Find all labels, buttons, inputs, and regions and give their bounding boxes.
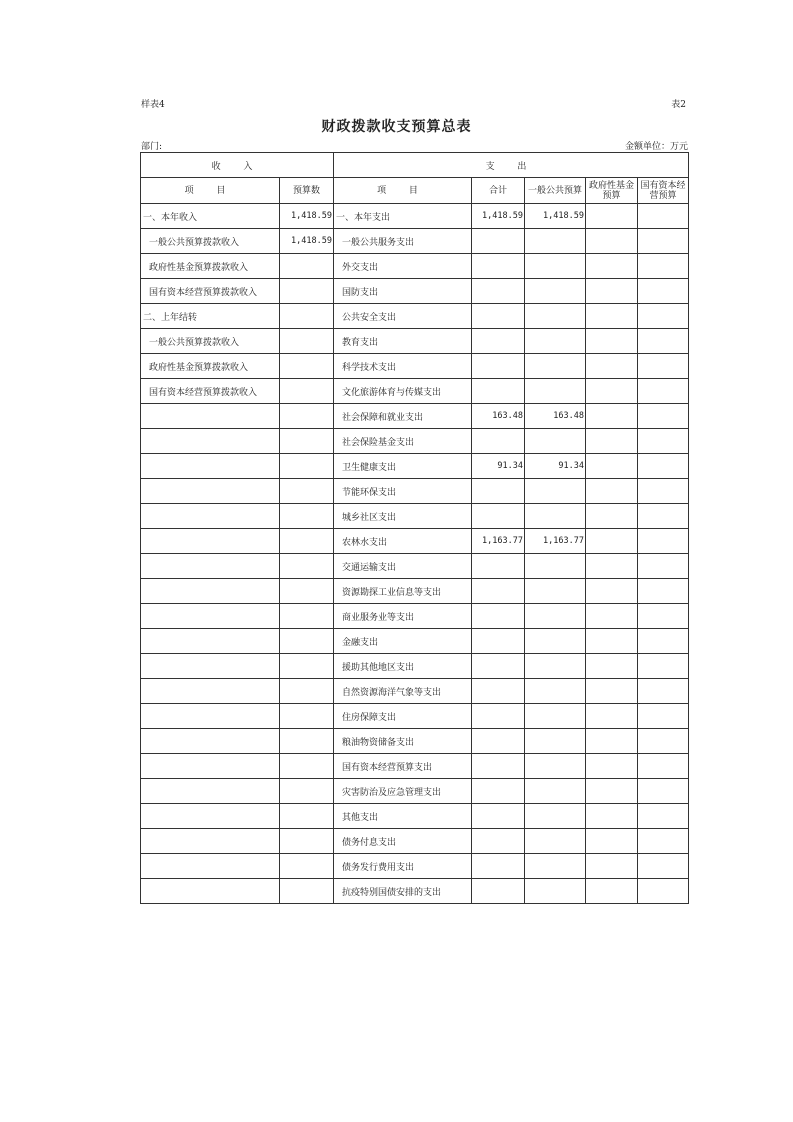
income-budget [280, 604, 334, 629]
expense-state-capital [638, 704, 689, 729]
expense-general [525, 479, 586, 504]
expense-total [472, 779, 525, 804]
expense-item: 债务付息支出 [334, 829, 472, 854]
expense-gov-fund [586, 379, 638, 404]
expense-gov-fund [586, 204, 638, 229]
table-row [141, 829, 689, 854]
expense-gov-fund [586, 254, 638, 279]
expense-general [525, 554, 586, 579]
gov-fund-header: 政府性基金预算 [586, 178, 638, 204]
expense-general [525, 704, 586, 729]
income-item [141, 679, 280, 704]
income-item: 政府性基金预算拨款收入 [141, 354, 280, 379]
expense-gov-fund [586, 279, 638, 304]
expense-total [472, 279, 525, 304]
income-item [141, 704, 280, 729]
expense-item: 社会保障和就业支出 [334, 404, 472, 429]
table-row [141, 504, 689, 529]
income-budget [280, 679, 334, 704]
expense-gov-fund [586, 229, 638, 254]
table-row [141, 329, 689, 354]
expense-total [472, 504, 525, 529]
expense-total [472, 329, 525, 354]
expense-item: 其他支出 [334, 804, 472, 829]
income-item [141, 829, 280, 854]
expense-state-capital [638, 654, 689, 679]
expense-item: 农林水支出 [334, 529, 472, 554]
expense-general [525, 379, 586, 404]
expense-total [472, 804, 525, 829]
expense-general [525, 754, 586, 779]
expense-general [525, 854, 586, 879]
expense-state-capital [638, 229, 689, 254]
expense-item: 抗疫特别国债安排的支出 [334, 879, 472, 904]
expense-item: 节能环保支出 [334, 479, 472, 504]
expense-total [472, 579, 525, 604]
expense-state-capital [638, 604, 689, 629]
table-row [141, 254, 689, 279]
expense-item: 科学技术支出 [334, 354, 472, 379]
expense-total [472, 679, 525, 704]
expense-state-capital [638, 779, 689, 804]
expense-header: 支 出 [334, 153, 689, 178]
income-header: 收 入 [141, 153, 334, 178]
table-row [141, 604, 689, 629]
expense-state-capital [638, 829, 689, 854]
expense-item: 公共安全支出 [334, 304, 472, 329]
expense-item: 金融支出 [334, 629, 472, 654]
expense-item: 一、本年支出 [334, 204, 472, 229]
expense-general [525, 579, 586, 604]
income-item [141, 629, 280, 654]
table-number: 表2 [671, 100, 686, 110]
income-item [141, 879, 280, 904]
income-budget [280, 304, 334, 329]
expense-item: 债务发行费用支出 [334, 854, 472, 879]
table-row [141, 379, 689, 404]
income-budget [280, 329, 334, 354]
table-row [141, 204, 689, 229]
expense-state-capital [638, 379, 689, 404]
expense-state-capital [638, 279, 689, 304]
expense-state-capital [638, 479, 689, 504]
expense-item: 国有资本经营预算支出 [334, 754, 472, 779]
income-budget [280, 804, 334, 829]
expense-state-capital [638, 804, 689, 829]
expense-general [525, 329, 586, 354]
expense-general [525, 629, 586, 654]
expense-state-capital [638, 254, 689, 279]
expense-state-capital [638, 204, 689, 229]
table-row [141, 429, 689, 454]
expense-total [472, 429, 525, 454]
income-item: 一、本年收入 [141, 204, 280, 229]
expense-state-capital [638, 854, 689, 879]
expense-item: 教育支出 [334, 329, 472, 354]
income-item-header: 项 目 [141, 178, 280, 204]
expense-item: 城乡社区支出 [334, 504, 472, 529]
expense-general [525, 804, 586, 829]
expense-total: 91.34 [472, 454, 525, 479]
expense-item: 粮油物资储备支出 [334, 729, 472, 754]
table-row [141, 704, 689, 729]
expense-gov-fund [586, 529, 638, 554]
expense-total [472, 654, 525, 679]
table-row [141, 454, 689, 479]
income-budget [280, 629, 334, 654]
income-item [141, 729, 280, 754]
income-item: 一般公共预算拨款收入 [141, 229, 280, 254]
income-item [141, 804, 280, 829]
expense-gov-fund [586, 754, 638, 779]
table-row [141, 404, 689, 429]
expense-state-capital [638, 679, 689, 704]
expense-general [525, 879, 586, 904]
income-budget [280, 654, 334, 679]
income-item [141, 604, 280, 629]
expense-general: 91.34 [525, 454, 586, 479]
income-budget [280, 854, 334, 879]
income-item [141, 479, 280, 504]
expense-state-capital [638, 454, 689, 479]
unit-label: 金额单位：万元 [624, 142, 688, 152]
expense-total [472, 704, 525, 729]
expense-total [472, 554, 525, 579]
expense-gov-fund [586, 304, 638, 329]
table-row [141, 754, 689, 779]
income-budget [280, 529, 334, 554]
table-row [141, 229, 689, 254]
income-budget [280, 554, 334, 579]
table-row [141, 479, 689, 504]
expense-total [472, 879, 525, 904]
income-item: 一般公共预算拨款收入 [141, 329, 280, 354]
table-row [141, 279, 689, 304]
expense-total [472, 304, 525, 329]
income-item: 国有资本经营预算拨款收入 [141, 279, 280, 304]
expense-state-capital [638, 754, 689, 779]
expense-gov-fund [586, 354, 638, 379]
expense-gov-fund [586, 429, 638, 454]
expense-item: 外交支出 [334, 254, 472, 279]
expense-gov-fund [586, 329, 638, 354]
expense-state-capital [638, 529, 689, 554]
income-budget [280, 354, 334, 379]
income-budget [280, 579, 334, 604]
table-row [141, 654, 689, 679]
expense-state-capital [638, 404, 689, 429]
expense-total [472, 629, 525, 654]
expense-item: 住房保障支出 [334, 704, 472, 729]
expense-item: 一般公共服务支出 [334, 229, 472, 254]
income-item [141, 779, 280, 804]
expense-gov-fund [586, 879, 638, 904]
income-budget [280, 829, 334, 854]
expense-gov-fund [586, 804, 638, 829]
total-header: 合计 [472, 178, 525, 204]
expense-total [472, 479, 525, 504]
expense-state-capital [638, 329, 689, 354]
expense-general [525, 279, 586, 304]
budget-header: 预算数 [280, 178, 334, 204]
expense-gov-fund [586, 504, 638, 529]
expense-total [472, 379, 525, 404]
table-row [141, 304, 689, 329]
expense-gov-fund [586, 604, 638, 629]
expense-state-capital [638, 504, 689, 529]
income-budget [280, 279, 334, 304]
expense-item: 自然资源海洋气象等支出 [334, 679, 472, 704]
table-row [141, 804, 689, 829]
income-budget [280, 504, 334, 529]
expense-item: 灾害防治及应急管理支出 [334, 779, 472, 804]
expense-item: 社会保险基金支出 [334, 429, 472, 454]
expense-state-capital [638, 354, 689, 379]
expense-state-capital [638, 554, 689, 579]
income-budget [280, 454, 334, 479]
income-budget [280, 404, 334, 429]
expense-state-capital [638, 304, 689, 329]
state-capital-header: 国有资本经营预算 [638, 178, 689, 204]
expense-gov-fund [586, 704, 638, 729]
expense-total [472, 354, 525, 379]
table-row [141, 779, 689, 804]
expense-general: 1,163.77 [525, 529, 586, 554]
expense-gov-fund [586, 854, 638, 879]
income-item: 二、上年结转 [141, 304, 280, 329]
expense-general [525, 504, 586, 529]
income-budget [280, 429, 334, 454]
income-budget [280, 704, 334, 729]
income-item [141, 429, 280, 454]
income-item: 政府性基金预算拨款收入 [141, 254, 280, 279]
general-budget-header: 一般公共预算 [525, 178, 586, 204]
expense-gov-fund [586, 579, 638, 604]
expense-total: 163.48 [472, 404, 525, 429]
table-row [141, 554, 689, 579]
income-budget [280, 479, 334, 504]
expense-item: 卫生健康支出 [334, 454, 472, 479]
income-item [141, 529, 280, 554]
budget-table [140, 152, 689, 904]
expense-total: 1,418.59 [472, 204, 525, 229]
expense-general [525, 829, 586, 854]
expense-gov-fund [586, 554, 638, 579]
expense-general: 163.48 [525, 404, 586, 429]
expense-item: 商业服务业等支出 [334, 604, 472, 629]
expense-gov-fund [586, 479, 638, 504]
expense-gov-fund [586, 654, 638, 679]
income-item [141, 404, 280, 429]
table-row [141, 854, 689, 879]
expense-state-capital [638, 579, 689, 604]
expense-item-header: 项 目 [334, 178, 472, 204]
income-item [141, 854, 280, 879]
table-row [141, 354, 689, 379]
expense-general [525, 654, 586, 679]
expense-general [525, 354, 586, 379]
expense-general [525, 779, 586, 804]
expense-gov-fund [586, 829, 638, 854]
expense-total [472, 729, 525, 754]
table-row [141, 579, 689, 604]
expense-item: 资源勘探工业信息等支出 [334, 579, 472, 604]
table-row [141, 629, 689, 654]
expense-gov-fund [586, 404, 638, 429]
expense-general [525, 229, 586, 254]
income-budget [280, 779, 334, 804]
expense-state-capital [638, 429, 689, 454]
expense-gov-fund [586, 679, 638, 704]
expense-total [472, 829, 525, 854]
income-item [141, 554, 280, 579]
expense-general [525, 679, 586, 704]
page-title: 财政拨款收支预算总表 [321, 119, 472, 135]
expense-state-capital [638, 629, 689, 654]
income-item [141, 454, 280, 479]
expense-total: 1,163.77 [472, 529, 525, 554]
income-budget [280, 754, 334, 779]
income-budget: 1,418.59 [280, 204, 334, 229]
expense-total [472, 254, 525, 279]
income-item: 国有资本经营预算拨款收入 [141, 379, 280, 404]
department-label: 部门: [141, 142, 163, 152]
expense-total [472, 854, 525, 879]
sample-label: 样表4 [141, 100, 165, 110]
income-budget [280, 379, 334, 404]
table-row [141, 529, 689, 554]
table-row [141, 879, 689, 904]
income-item [141, 754, 280, 779]
expense-general: 1,418.59 [525, 204, 586, 229]
expense-item: 国防支出 [334, 279, 472, 304]
expense-item: 文化旅游体育与传媒支出 [334, 379, 472, 404]
expense-general [525, 729, 586, 754]
expense-gov-fund [586, 454, 638, 479]
table-row [141, 679, 689, 704]
expense-total [472, 229, 525, 254]
expense-total [472, 604, 525, 629]
expense-state-capital [638, 729, 689, 754]
income-item [141, 654, 280, 679]
table-row [141, 729, 689, 754]
expense-total [472, 754, 525, 779]
income-budget [280, 254, 334, 279]
income-budget: 1,418.59 [280, 229, 334, 254]
expense-gov-fund [586, 779, 638, 804]
expense-general [525, 254, 586, 279]
income-budget [280, 879, 334, 904]
income-budget [280, 729, 334, 754]
expense-general [525, 429, 586, 454]
expense-general [525, 604, 586, 629]
income-item [141, 579, 280, 604]
expense-general [525, 304, 586, 329]
expense-item: 交通运输支出 [334, 554, 472, 579]
expense-gov-fund [586, 629, 638, 654]
expense-state-capital [638, 879, 689, 904]
expense-item: 援助其他地区支出 [334, 654, 472, 679]
expense-gov-fund [586, 729, 638, 754]
income-item [141, 504, 280, 529]
